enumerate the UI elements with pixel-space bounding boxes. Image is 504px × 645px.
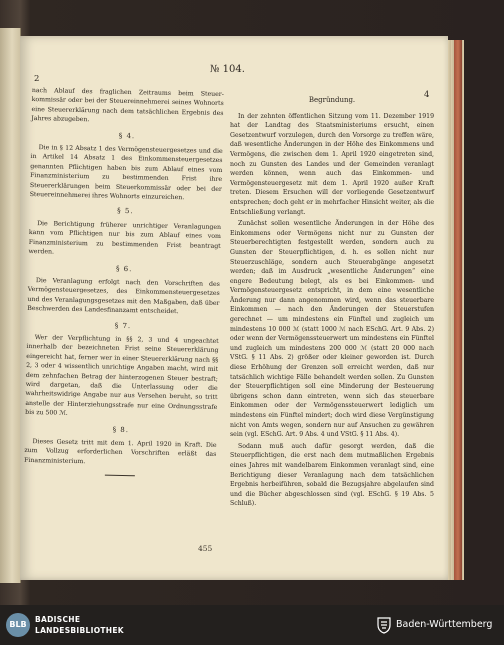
book-edge-red bbox=[454, 40, 462, 580]
journal-number: № 104. bbox=[210, 64, 245, 75]
justification-title: Begründung. bbox=[308, 96, 356, 104]
justification-paragraph-3: Sodann muß auch dafür gesorgt werden, daß die Steuerpflichtigen, die erst nach dem mutmaßlichen Ergebnis eines Jahres mit wandelbarem Einkommen veranlagt sind, eine Berichtigung dieser Veranlagung nach dem tatsächlichen Ergebnis herbeiführen, sobald die Bezugsjahre abgelaufen sind und die Bücher abgeschlossen sind (vgl. ESchG. § 19 Abs. 5 Schluß). bbox=[230, 442, 434, 508]
section-5-heading: § 5. bbox=[117, 207, 134, 216]
coat-of-arms-icon[interactable] bbox=[376, 616, 392, 634]
document-page bbox=[20, 36, 448, 580]
library-name-line1: BADISCHE bbox=[35, 615, 81, 624]
page-number-right: 4 bbox=[424, 90, 430, 100]
intro-paragraph: nach Ablauf des fraglichen Zeitraums beim Steuerkommissär oder bei der Steuereinnehmerei seines Wohnorts eine Steuererklärung nach dem tatsächlichen Ergebnis des Jahres abzugeben. bbox=[31, 86, 224, 124]
section-6-heading: § 6. bbox=[115, 264, 133, 273]
previous-page-edge bbox=[0, 28, 21, 583]
justification-paragraph-2: Zunächst sollen wesentliche Änderungen in der Höhe des Einkommens oder Vermögens nicht nur zu Gunsten der Steuerberechtigten festgestellt werden, sondern auch zu Gunsten der Steuerpflichtigen, d. h. es sollen nicht nur Steuerzuschläge, sondern auch Steuerabgänge angesetzt werden; daß im Ausdruck „wesentliche Änderungen“ eine engere Bedeutung belegt, als es bei Einkommen- und Vermögensteuergesetz entspricht, in dem eine wesentliche Änderung nur dann angenommen wird, wenn das steuerbare Einkommen — nach den Änderungen der Steuerstufen gerechnet — um mindestens ein Fünftel und zugleich um mindestens 10 000 ℳ (statt 1000 ℳ nach ESchG. Art. 9 Abs. 2) oder wenn der Vermögenssteuerwert um mindestens ein Fünftel und zugleich um mindestens 200 000 ℳ (statt 20 000 nach VStG. § 11 Abs. 2) größer oder kleiner geworden ist. Durch diese Erhöhung der Grenzen soll erreicht werden, daß nur tatsächlich wichtige Fälle behandelt werden sollen. Zu Gunsten der Steuerpflichtigen soll eine Minderung der Besteuerung übrigens schon dann eintreten, wenn sich das steuerbare Einkommen oder der Vermögenssteuerwert lediglich um mindestens ein Fünftel mindert; doch wird diese Vergünstigung nicht von Amts wegen, sondern nur auf Ansuchen zu gewähren sein (vgl. ESchG. Art. 9 Abs. 4 und VStG. § 11 Abs. 4). bbox=[230, 220, 434, 439]
page-number-left: 2 bbox=[34, 74, 40, 84]
closing-rule bbox=[105, 475, 135, 477]
state-name[interactable]: Baden-Württemberg bbox=[396, 619, 493, 630]
section-7-heading: § 7. bbox=[114, 321, 132, 330]
blb-logo-icon[interactable]: BLB bbox=[6, 613, 30, 637]
page-number-bottom: 455 bbox=[198, 544, 213, 553]
justification-paragraph-1: In der zehnten öffentlichen Sitzung vom 11. Dezember 1919 hat der Landtag des Staatsministeriums ersucht, einen Gesetzentwurf vorzulegen, durch den Vorsorge zu treffen wäre, daß wesentliche Änderungen in der Höhe des Einkommens und Vermögens, die zwischen dem 1. April 1920 eingetreten sind, noch zu Gunsten des Landes und der Gemeinden veranlagt werden können, wenn auch das Einkommen- und Vermögensteuergesetz mit dem 1. April 1920 außer Kraft treten. Diesem Ersuchen will der vorliegende Gesetzentwurf entsprechen; doch geht er in mehrfacher Hinsicht weiter, als die Entschließung verlangt. bbox=[230, 112, 434, 216]
section-4-heading: § 4. bbox=[118, 131, 136, 140]
section-7-text: Wer der Verpflichtung in §§ 2, 3 und 4 ungeachtet innerhalb der bezeichneten Frist seine Steuererklärung eingereicht hat, ferner wer in einer Steuererklärung nach §§ 2, 3 oder 4 wissentlich unrichtige Angaben macht, wird mit dem zehnfachen Betrag der hinterzogenen Steuer bestraft; wird dargetan, daß die Unterlassung oder die wahrheitswidrige Angabe nur aus Versehen beruht, so tritt anstelle der Hinterziehungsstrafe nur eine Ordnungsstrafe bis zu 500 ℳ. bbox=[25, 334, 219, 418]
right-column bbox=[230, 96, 434, 511]
section-4-text: Die in § 12 Absatz 1 des Vermögensteuergesetzes und die in Artikel 14 Absatz 1 des Einkommensteuergesetzes genannten Pflichtigen haben bis zum Ablauf eines vom Finanzministerium zu bestimmenden Frist ihre Steuererklärungen beim Steuerkommissär oder bei der Steuereinnehmerei ihres Wohnorts einzureichen. bbox=[29, 144, 223, 202]
section-8-text: Dieses Gesetz tritt mit dem 1. April 1920 in Kraft. Die zum Vollzug erforderlichen Vorschriften erläßt das Finanzministerium. bbox=[24, 438, 217, 466]
section-5-text: Die Berichtigung früherer unrichtiger Veranlagungen kann vom Pflichtigen nur bis zum Ablauf eines vom Finanzministerium zu bestimmenden Frist beantragt werden. bbox=[28, 220, 222, 256]
section-8-heading: § 8. bbox=[112, 425, 130, 434]
library-name-line2: LANDESBIBLIOTHEK bbox=[35, 626, 124, 635]
left-column bbox=[24, 86, 224, 478]
footer-bar bbox=[0, 605, 504, 645]
section-6-text: Die Veranlagung erfolgt nach den Vorschriften des Vermögensteuergesetzes, des Einkommensteuergesetzes und des Veranlagungsgesetzes mit den Maßgaben, daß über Beschwerden des Landesfinanzamt entscheidet. bbox=[27, 277, 220, 316]
